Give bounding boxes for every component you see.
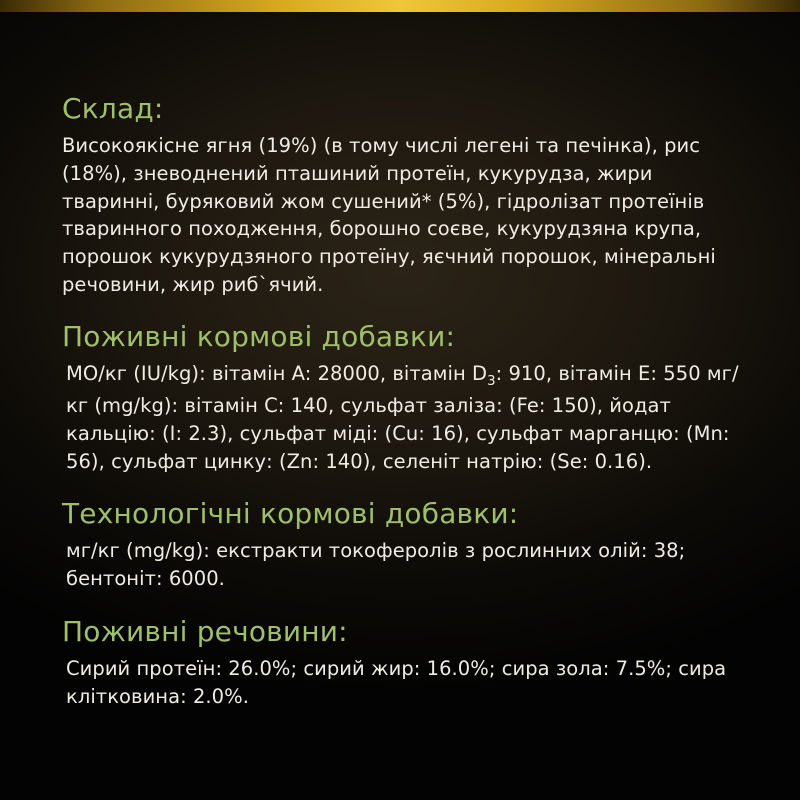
- gold-top-bar: [0, 0, 800, 12]
- section-nutrients: [62, 615, 752, 711]
- section-nutritional-additives-text: [62, 360, 752, 475]
- label-content: [62, 92, 752, 710]
- section-composition-text: Високоякісне ягня (19%) (в тому числі легені та печінка), рис (18%), зневоднений пташиний протеїн, кукурудза, жири тваринні, буряковий жом сушений* (5%), гідролізат протеїнів тваринного походження, борошно соєве, кукурудзяна крупа, порошок кукурудзяного протеїну, яєчний порошок, мінеральні речовини, жир риб`ячий.: [62, 134, 716, 296]
- additives-text-prefix: МО/кг (IU/kg): вітамін A: 28000, вітамін D: [66, 362, 488, 386]
- section-technological-additives-text: мг/кг (mg/kg): екстракти токоферолів з рослинних олій: 38; бентоніт: 6000.: [66, 539, 686, 591]
- section-technological-additives: [62, 497, 752, 593]
- additives-text-suffix: : 910, вітамін E: 550 мг/кг (mg/kg): вітамін C: 140, сульфат заліза: (Fe: 150), йодат кальцію: (I: 2.3), сульфат міді: (Cu: 16), сульфат марганцю: (Mn: 56), сульфат цинку: (Zn: 140), селеніт натрію: (Se: 0.16).: [66, 362, 739, 473]
- section-nutrients-heading: Поживні речовини:: [62, 614, 348, 648]
- section-composition: [62, 92, 752, 298]
- section-nutrients-text: Сирий протеїн: 26.0%; сирий жир: 16.0%; сира зола: 7.5%; сира клітковина: 2.0%.: [66, 656, 727, 708]
- section-nutritional-additives: [62, 320, 752, 475]
- section-technological-additives-heading: Технологічні кормові добавки:: [62, 497, 519, 531]
- section-nutritional-additives-heading: Поживні кормові добавки:: [62, 320, 456, 354]
- additives-text-subscript: 3: [487, 374, 496, 390]
- section-composition-heading: Склад:: [62, 92, 164, 125]
